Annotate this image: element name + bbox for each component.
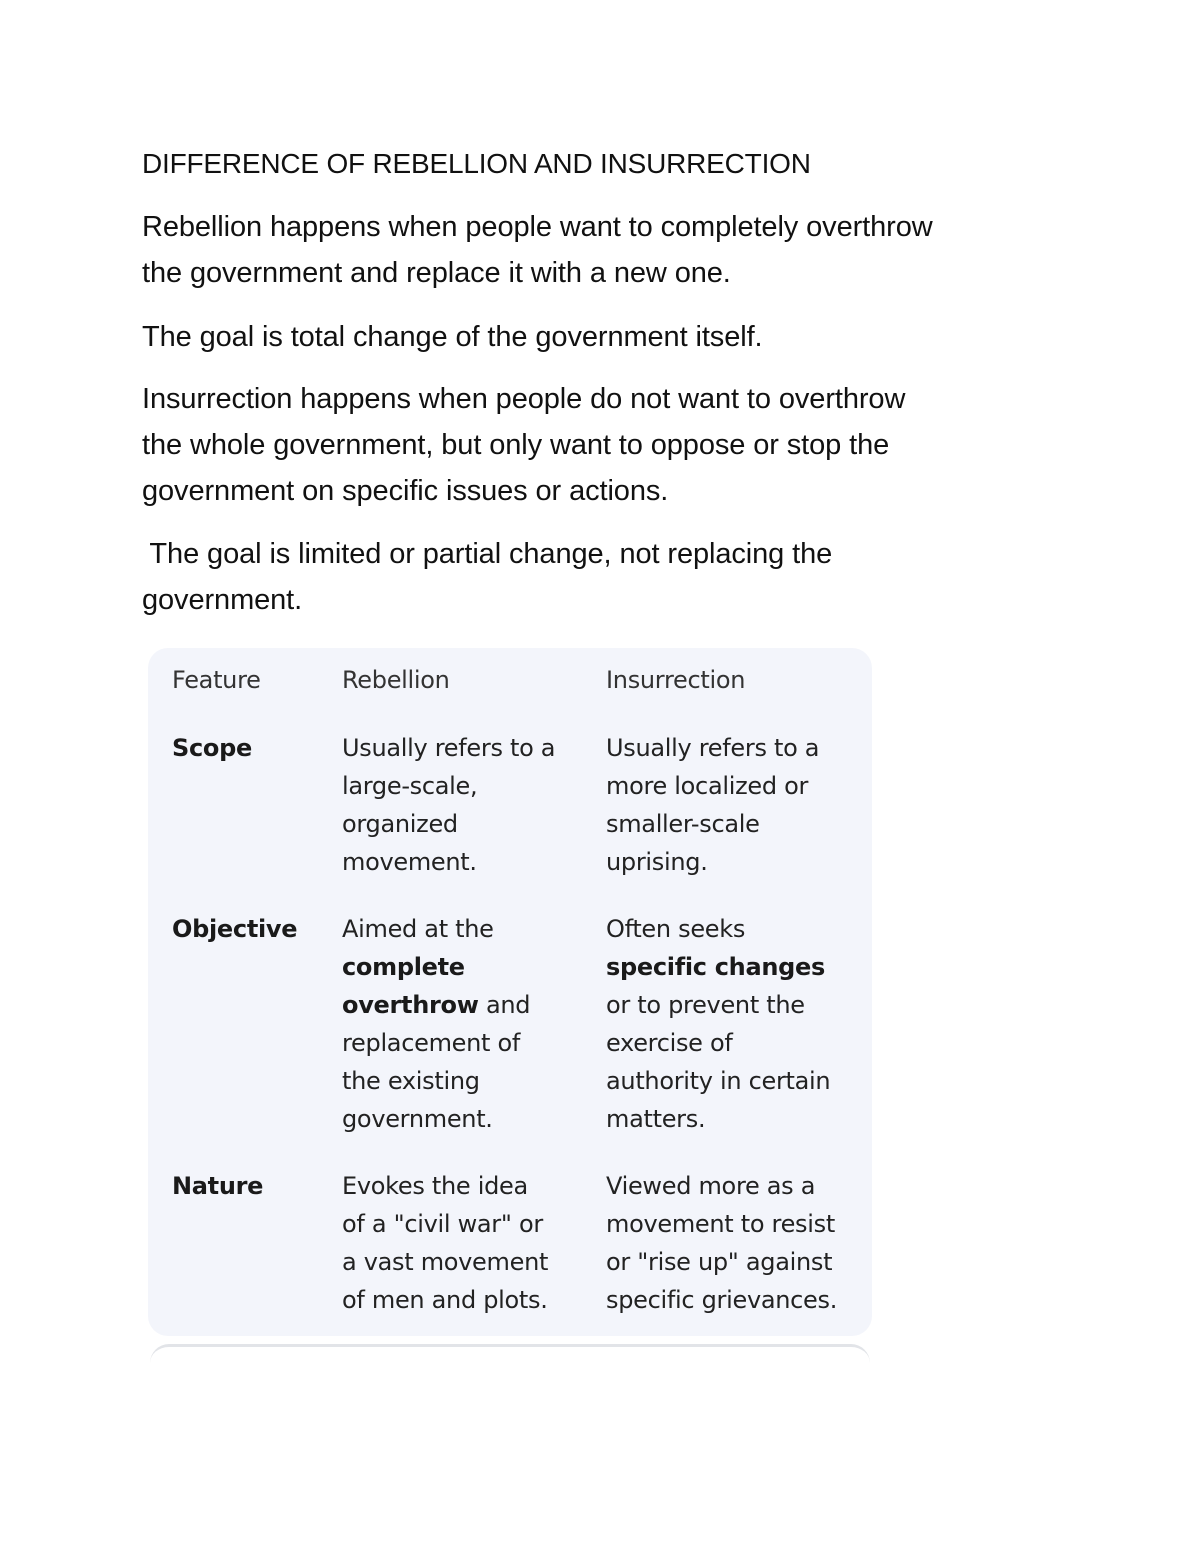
paragraph-line: the government and replace it with a new one.	[142, 257, 731, 289]
row-label-objective: Objective	[172, 915, 298, 943]
cell-line: or "rise up" against	[606, 1248, 833, 1276]
cell-line: large-scale,	[342, 772, 478, 800]
cell-line	[342, 948, 582, 986]
paragraph-line: government on specific issues or actions.	[142, 475, 669, 507]
document-title: DIFFERENCE OF REBELLION AND INSURRECTION	[142, 148, 811, 179]
paragraph-line: government.	[142, 584, 303, 616]
cell-line: Usually refers to a	[342, 734, 556, 762]
cell-line: authority in certain	[606, 1067, 831, 1095]
table-header-feature: Feature	[172, 666, 261, 694]
cell-line: Often seeks	[606, 915, 746, 943]
paragraph-line: Insurrection happens when people do not want to overthrow	[142, 383, 906, 415]
cell-line: the existing	[342, 1067, 480, 1095]
cell-line: smaller-scale	[606, 810, 760, 838]
paragraph-line: The goal is total change of the government itself.	[142, 321, 763, 353]
cell-text: and	[478, 991, 531, 1019]
table-header-rebellion: Rebellion	[342, 666, 450, 694]
cell-line	[606, 948, 856, 986]
cell-nature-insurrection	[606, 1167, 856, 1319]
cell-line: Viewed more as a	[606, 1172, 816, 1200]
comparison-table	[148, 648, 872, 1336]
bold-text: specific changes	[606, 953, 825, 981]
table-header-insurrection: Insurrection	[606, 666, 746, 694]
cell-line: government.	[342, 1105, 493, 1133]
cell-line: replacement of	[342, 1029, 521, 1057]
cell-objective-insurrection	[606, 910, 856, 1138]
paragraph-insurrection-goal	[142, 531, 1062, 623]
cell-line: Evokes the idea	[342, 1172, 528, 1200]
paragraph-rebellion-goal	[142, 314, 1062, 360]
cell-objective-rebellion	[342, 910, 582, 1138]
cell-line	[342, 986, 582, 1024]
cell-line: movement.	[342, 848, 477, 876]
row-label-nature: Nature	[172, 1172, 264, 1200]
cell-line: exercise of	[606, 1029, 733, 1057]
cell-line: of men and plots.	[342, 1286, 548, 1314]
cell-line: Usually refers to a	[606, 734, 820, 762]
cell-line: Aimed at the	[342, 915, 494, 943]
paragraph-line: Rebellion happens when people want to completely overthrow	[142, 211, 933, 243]
cell-line: specific grievances.	[606, 1286, 838, 1314]
paragraph-rebellion-definition	[142, 204, 1062, 296]
cell-line: movement to resist	[606, 1210, 835, 1238]
cell-scope-insurrection	[606, 729, 856, 881]
cell-line: organized	[342, 810, 458, 838]
paragraph-insurrection-definition	[142, 376, 1062, 514]
card-divider	[150, 1344, 870, 1363]
cell-scope-rebellion	[342, 729, 582, 881]
paragraph-line: The goal is limited or partial change, not replacing the	[142, 538, 833, 570]
cell-line: or to prevent the	[606, 991, 805, 1019]
cell-line: more localized or	[606, 772, 809, 800]
cell-line: a vast movement	[342, 1248, 549, 1276]
cell-line: matters.	[606, 1105, 706, 1133]
paragraph-line: the whole government, but only want to oppose or stop the	[142, 429, 890, 461]
cell-nature-rebellion	[342, 1167, 582, 1319]
bold-text: overthrow	[342, 991, 479, 1019]
row-label-scope: Scope	[172, 734, 252, 762]
bold-text: complete	[342, 953, 465, 981]
cell-line: of a "civil war" or	[342, 1210, 543, 1238]
cell-line: uprising.	[606, 848, 708, 876]
